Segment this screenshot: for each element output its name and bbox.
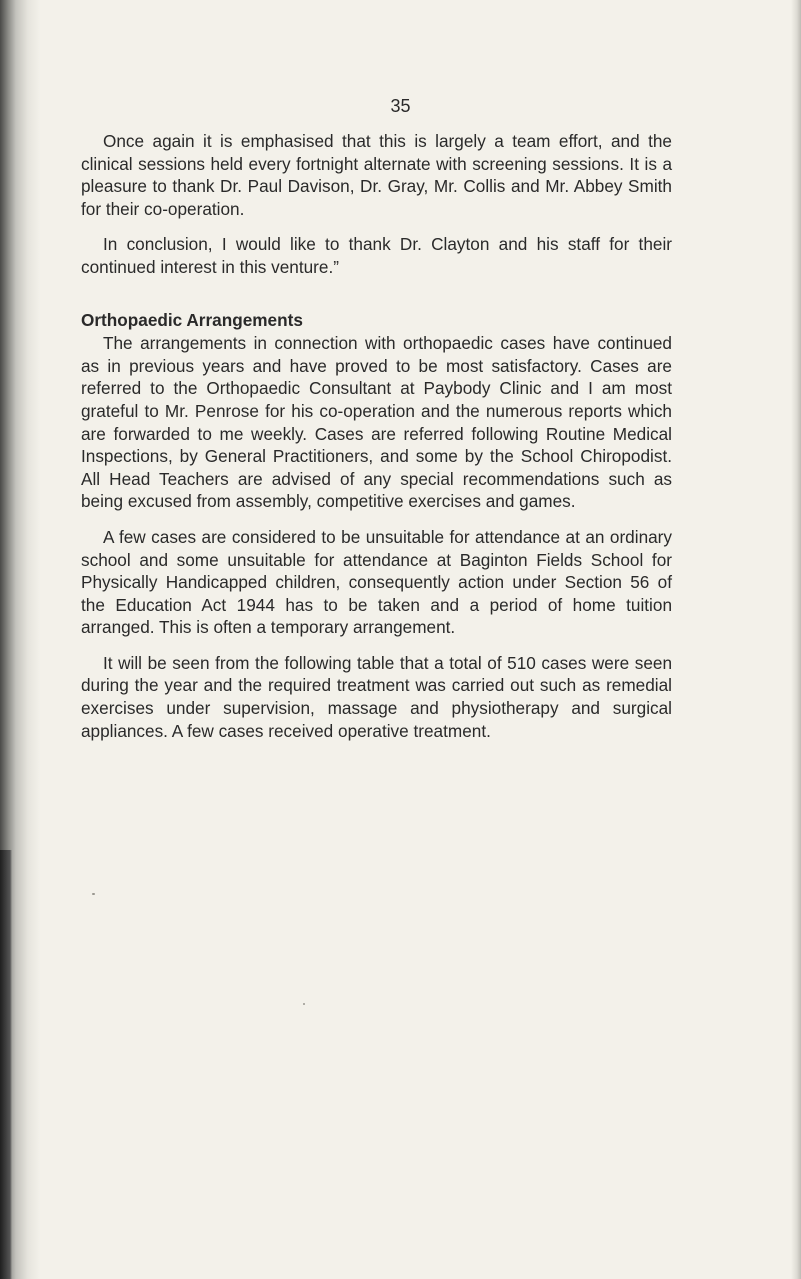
paper-speck <box>92 893 95 895</box>
paragraph-unsuitable-cases: A few cases are considered to be unsuitable for attendance at an ordinary school and some unsuitable for attendance at Baginton Fields School for Physically Handicapped children, consequently action under Section 56 of the Education Act 1944 has to be taken and a period of home tuition arranged. This is often a temporary arrangement. <box>81 526 672 638</box>
page-binding-dark-edge <box>0 850 12 1279</box>
page-right-edge <box>791 0 801 1279</box>
page-number: 35 <box>390 96 411 116</box>
section-heading-orthopaedic: Orthopaedic Arrangements <box>81 309 303 330</box>
paragraph-table-intro: It will be seen from the following table that a total of 510 cases were seen during the year and the required treatment was carried out such as remedial exercises under supervision, massage and physiotherapy and surgical appliances. A few cases received operative treatment. <box>81 652 672 741</box>
paragraph-team-effort: Once again it is emphasised that this is largely a team effort, and the clinical sessions held every fortnight alternate with screening sessions. It is a pleasure to thank Dr. Paul Davison, Dr. Gray, Mr. Collis and Mr. Abbey Smith for their co-operation. <box>81 131 672 219</box>
paragraph-conclusion: In conclusion, I would like to thank Dr. Clayton and his staff for their continued interest in this venture.” <box>81 234 672 277</box>
page-body <box>81 130 672 742</box>
paper-speck <box>303 1003 305 1005</box>
paragraph-orthopaedic-arrangements: The arrangements in connection with orthopaedic cases have continued as in previous years and have proved to be most satisfactory. Cases are referred to the Orthopaedic Consultant at Paybody Clinic and I am most grateful to Mr. Penrose for his co-operation and the numerous reports which are forwarded to me weekly. Cases are referred following Routine Medical Inspections, by General Practitioners, and some by the School Chiropodist. All Head Teachers are advised of any special recommendations such as being excused from assembly, competitive exercises and games. <box>81 333 672 512</box>
